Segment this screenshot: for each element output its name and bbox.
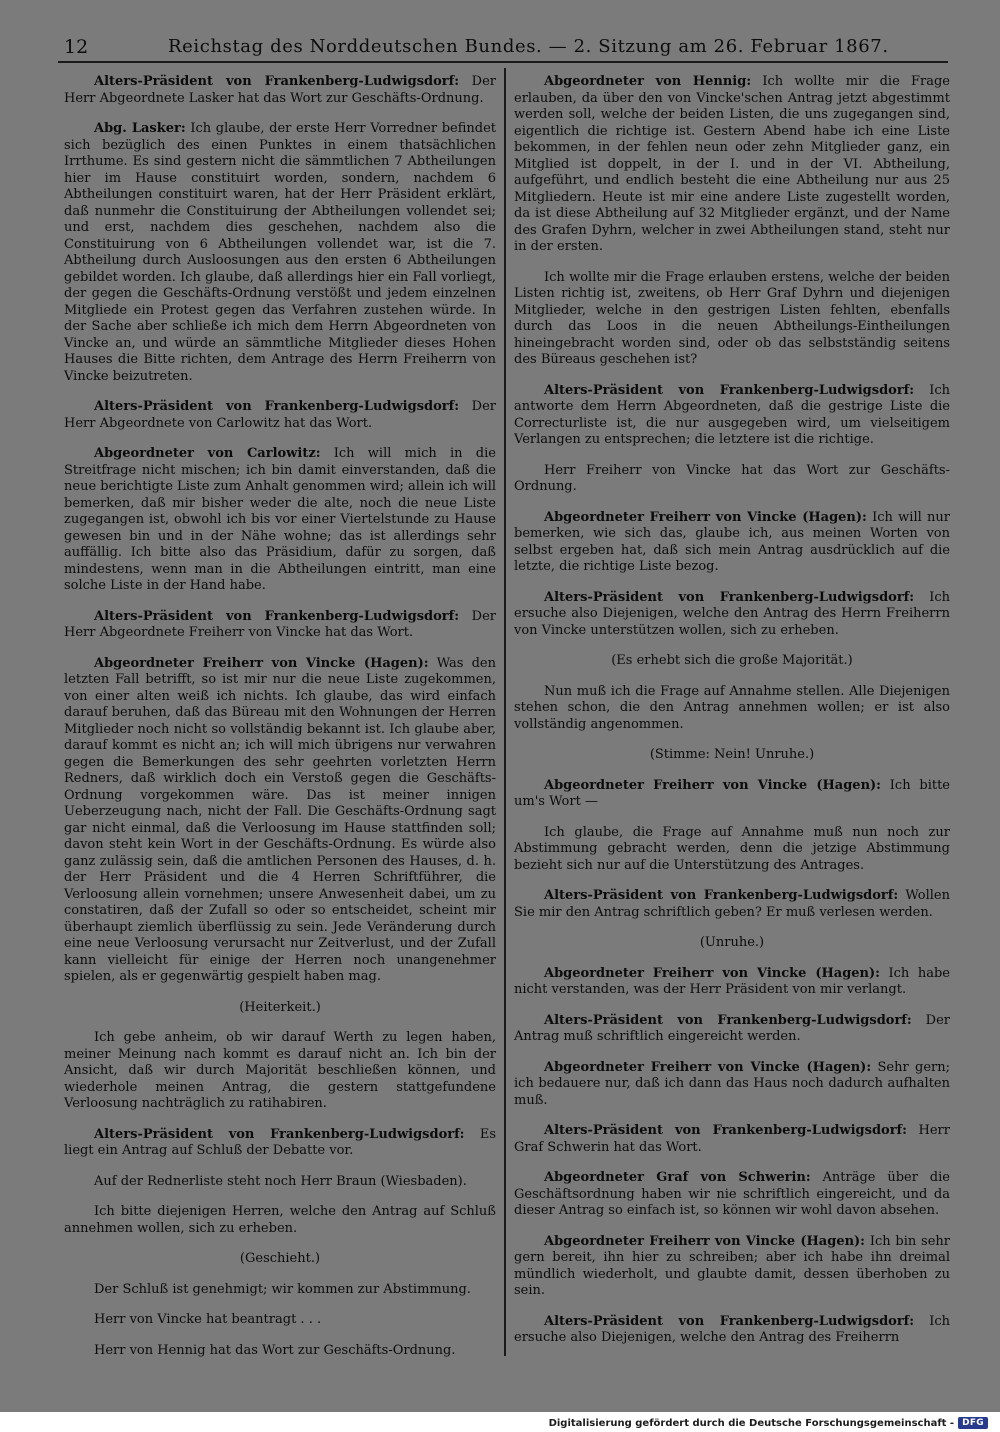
speech-text: Herr von Hennig hat das Wort zur Geschäfts-Ordnung. — [94, 1342, 456, 1358]
running-head: Reichstag des Norddeutschen Bundes. — 2. Sitzung am 26. Februar 1867. — [168, 36, 889, 57]
speaker-name: Alters-Präsident von Frankenberg-Ludwigsdorf: — [94, 74, 460, 89]
speech-paragraph — [64, 399, 496, 432]
speech-text: Ich antworte dem Herrn Abgeordneten, daß die gestrige Liste die Correcturliste ist, die nur ausgegeben wird, um vielseitigem Verlangen zu entsprechen; die letztere ist die richtige. — [514, 382, 950, 447]
speech-text: Ich wollte mir die Frage erlauben, da über den von Vincke'schen Antrag jetzt abgestimmt werden soll, welche der beiden Listen, die uns zugegangen sind, eigentlich die richtige ist. Gestern Abend habe ich eine Liste bekommen, in der fehlen neun oder zehn Mitglieder ganz, ein Mitglied ist doppelt, in der I. und in der VI. Abtheilung, aufgeführt, und endlich besteht die eine Abtheilung nur aus 25 Mitgliedern. Heute ist mir eine andere Liste zugestellt worden, da ist diese Abtheilung auf 32 Mitglieder ergänzt, und der Name des Grafen Dyhrn, welcher in zwei Abtheilungen stand, steht nur in der ersten. — [514, 74, 950, 254]
speech-text: Ich wollte mir die Frage erlauben erstens, welche der beiden Listen richtig ist, zweitens, ob Herr Graf Dyhrn und diejenigen Mitglieder, welche in den gestrigen Listen fehlten, ebenfalls durch das Loos in die neuen Abtheilungs-Eintheilungen hineingebracht worden sind, oder ob das selbstständig seitens des Büreaus geschehen ist? — [514, 269, 950, 367]
speech-paragraph — [64, 656, 496, 986]
stage-direction: (Stimme: Nein! Unruhe.) — [649, 747, 815, 762]
speaker-name: Abgeordneter Freiherr von Vincke (Hagen): — [544, 777, 881, 793]
speaker-name: Alters-Präsident von Frankenberg-Ludwigsdorf: — [94, 399, 460, 414]
speech-paragraph — [514, 463, 950, 496]
speech-text: Ich will nur bemerken, wie sich das, glaube ich, aus meinen Worten von selbst ergeben hat, daß sich mein Antrag ausdrücklich auf die letzte, die richtige Liste bezog. — [514, 509, 950, 574]
speech-text: Was den letzten Fall betrifft, so ist mir nur die neue Liste zugekommen, von einer alten weiß ich nichts. Ich glaube, das wird einfach darauf beruhen, daß das Büreau mit den Wohnungen der Herren Mitglieder noch nicht so vollständig bekannt ist. Ich glaube aber, darauf kommt es nicht an; ich will mich übrigens nur verwahren gegen die Bemerkungen des sehr geehrten vorletzten Herrn Redners, daß wirklich doch ein Verstoß gegen die Geschäfts-Ordnung vorgekommen wäre. Das ist meiner innigen Ueberzeugung nach, nicht der Fall. Die Geschäfts-Ordnung sagt gar nicht einmal, daß die Verloosung im Hause stattfinden soll; davon steht kein Wort in der Geschäfts-Ordnung. Es würde also ganz zulässig sein, daß die amtlichen Personen des Hauses, d. h. der Herr Präsident und die 4 Herren Schriftführer, die Verloosung allein vornehmen; unsere Anwesenheit dabei, um zu constatiren, daß der Zufall so oder so entscheidet, scheint mir überhaupt ziemlich überflüssig zu sein. Jede Veränderung durch eine neue Verloosung verursacht nur Zeitverlust, und der Zufall kann vielleicht für einige der Herren noch unangenehmer spielen, als er gegenwärtig gespielt haben mag. — [64, 655, 496, 984]
speech-paragraph — [64, 121, 496, 385]
speech-text: Wollen Sie mir den Antrag schriftlich geben? Er muß verlesen werden. — [514, 888, 950, 920]
speaker-name: Alters-Präsident von Frankenberg-Ludwigsdorf: — [544, 1012, 912, 1028]
speech-paragraph — [514, 74, 950, 256]
speech-text: Ich glaube, der erste Herr Vorredner befindet sich bezüglich des einen Punktes in einem thatsächlichen Irrthume. Es sind gestern nicht die sämmtlichen 7 Abtheilungen hier im Hause constituirt worden, sondern, nachdem 6 Abtheilungen constituirt waren, hat der Herr Präsident erklärt, daß nunmehr die Constituirung der Abtheilungen vollendet sei; und erst, nachdem dies geschehen, nachdem also die Constituirung von 6 Abtheilungen vollendet war, ist die 7. Abtheilung durch Ausloosungen aus den ersten 6 Abtheilungen gebildet worden. Ich glaube, daß allerdings hier ein Fall vorliegt, der gegen die Geschäfts-Ordnung verstößt und jedem einzelnen Mitgliede ein Protest gegen das Verfahren zustehen würde. In der Sache aber schließe ich mich dem Herrn Abgeordneten von Vincke an, und würde an sämmtliche Mitglieder dieses Hohen Hauses die Bitte richten, dem Antrage des Herrn Freiherrn von Vincke beizutreten. — [64, 121, 496, 384]
speech-paragraph — [64, 1312, 496, 1329]
speaker-name: Alters-Präsident von Frankenberg-Ludwigsdorf: — [544, 589, 915, 605]
speech-text: Ich bitte um's Wort — — [514, 777, 950, 809]
speech-paragraph — [514, 510, 950, 576]
speech-text: Ich gebe anheim, ob wir darauf Werth zu legen haben, meiner Meinung nach kommt es darauf nicht an. Ich bin der Ansicht, daß wir durch Majorität beschließen können, und wiederhole meinen Antrag, die gestern stattgefundene Verloosung nachträglich zu ratihabiren. — [64, 1030, 496, 1111]
speech-paragraph — [514, 270, 950, 369]
speech-text: Herr Freiherr von Vincke hat das Wort zur Geschäfts-Ordnung. — [514, 462, 950, 494]
speaker-name: Alters-Präsident von Frankenberg-Ludwigsdorf: — [94, 608, 460, 624]
left-column — [64, 74, 496, 1373]
right-column — [514, 74, 950, 1361]
speaker-name: Alters-Präsident von Frankenberg-Ludwigsdorf: — [94, 1126, 465, 1142]
speech-paragraph — [64, 1030, 496, 1113]
speaker-name: Abg. Lasker: — [94, 121, 186, 136]
speech-paragraph — [514, 684, 950, 734]
speech-paragraph — [514, 590, 950, 640]
speech-paragraph — [64, 74, 496, 107]
stage-direction: (Es erhebt sich die große Majorität.) — [611, 653, 853, 668]
column-divider — [504, 68, 506, 1356]
dfg-logo: DFG — [958, 1417, 988, 1429]
page-number: 12 — [64, 36, 89, 58]
stage-direction: (Unruhe.) — [699, 935, 765, 950]
page-header — [58, 30, 948, 60]
speech-text: Herr von Vincke hat beantragt . . . — [94, 1312, 322, 1327]
speech-text: Ich glaube, die Frage auf Annahme muß nun noch zur Abstimmung gebracht werden, denn die jetzige Abstimmung bezieht sich nur auf die Unterstützung des Antrages. — [514, 824, 950, 873]
stage-direction: (Geschieht.) — [239, 1251, 321, 1266]
speech-text: Der Antrag muß schriftlich eingereicht werden. — [514, 1012, 950, 1044]
speaker-name: Abgeordneter Graf von Schwerin: — [544, 1170, 811, 1185]
speech-text: Der Herr Abgeordnete Freiherr von Vincke hat das Wort. — [64, 608, 496, 640]
speech-text: Sehr gern; ich bedauere nur, daß ich dann das Haus noch dadurch aufhalten muß. — [514, 1059, 950, 1108]
speaker-name: Alters-Präsident von Frankenberg-Ludwigsdorf: — [544, 1313, 915, 1329]
speech-paragraph — [514, 1013, 950, 1046]
speech-paragraph — [64, 1282, 496, 1299]
speech-paragraph — [514, 1123, 950, 1156]
speech-paragraph — [514, 1234, 950, 1300]
speech-text: Anträge über die Geschäftsordnung haben wir nie schriftlich eingereicht, und da dieser Antrag so einfach ist, so können wir wohl davon absehen. — [514, 1170, 950, 1218]
speech-text: Der Herr Abgeordnete Lasker hat das Wort zur Geschäfts-Ordnung. — [64, 74, 496, 106]
speech-paragraph — [514, 888, 950, 921]
speech-paragraph — [514, 966, 950, 999]
stage-direction: (Heiterkeit.) — [239, 999, 321, 1015]
speech-paragraph — [64, 1174, 496, 1191]
footer-credit: Digitalisierung gefördert durch die Deutsche Forschungsgemeinschaft - — [548, 1417, 955, 1429]
speaker-name: Alters-Präsident von Frankenberg-Ludwigsdorf: — [544, 382, 915, 398]
speaker-name: Abgeordneter Freiherr von Vincke (Hagen): — [544, 965, 880, 981]
speech-paragraph — [514, 383, 950, 449]
speaker-name: Alters-Präsident von Frankenberg-Ludwigsdorf: — [544, 888, 899, 903]
speech-text: Der Schluß ist genehmigt; wir kommen zur Abstimmung. — [94, 1281, 471, 1297]
speech-text: Auf der Rednerliste steht noch Herr Braun (Wiesbaden). — [94, 1173, 467, 1189]
speaker-name: Abgeordneter Freiherr von Vincke (Hagen): — [544, 1059, 872, 1075]
speech-text: Ich will mich in die Streitfrage nicht mischen; ich bin damit einverstanden, daß die neue berichtigte Liste zum Anhalt genommen wird; allein ich will bemerken, daß mir bisher weder die alte, noch die neue Liste zugegangen ist, obwohl ich bis vor einer Viertelstunde zu Hause gewesen bin und in der Nähe wohne; das ist allerdings sehr auffällig. Ich bitte also das Präsidium, dafür zu sorgen, daß mindestens, wenn man in die Abtheilungen eintritt, man eine solche Liste in der Hand habe. — [64, 446, 497, 593]
speech-text: Ich bitte diejenigen Herren, welche den Antrag auf Schluß annehmen wollen, sich zu erheben. — [64, 1204, 496, 1236]
speaker-name: Alters-Präsident von Frankenberg-Ludwigsdorf: — [544, 1123, 907, 1138]
speech-text: Ich ersuche also Diejenigen, welche den Antrag des Freiherrn — [514, 1313, 950, 1345]
speech-paragraph — [64, 1127, 496, 1160]
speech-text: Ich ersuche also Diejenigen, welche den Antrag des Herrn Freiherrn von Vincke unterstützen wollen, sich zu erheben. — [514, 589, 950, 638]
speaker-name: Abgeordneter Freiherr von Vincke (Hagen): — [544, 1233, 865, 1249]
speech-paragraph — [64, 1204, 496, 1237]
speech-text: Der Herr Abgeordnete von Carlowitz hat das Wort. — [64, 399, 496, 431]
speech-text: Es liegt ein Antrag auf Schluß der Debatte vor. — [64, 1126, 496, 1158]
speaker-name: Abgeordneter Freiherr von Vincke (Hagen): — [94, 655, 429, 671]
speech-text: Nun muß ich die Frage auf Annahme stellen. Alle Diejenigen stehen schon, die den Antrag annehmen wollen; er ist also vollständig angenommen. — [514, 683, 950, 732]
speech-paragraph — [514, 1170, 950, 1220]
speech-text: Ich bin sehr gern bereit, ihn hier zu schreiben; aber ich habe ihn dreimal mündlich wiederholt, und glaubte damit, dessen überhoben zu sein. — [514, 1233, 951, 1298]
footer — [549, 1414, 988, 1432]
speech-paragraph — [514, 778, 950, 811]
header-rule — [58, 61, 948, 63]
speech-text: Herr Graf Schwerin hat das Wort. — [514, 1123, 950, 1155]
speaker-name: Abgeordneter von Hennig: — [544, 74, 752, 89]
speech-paragraph — [64, 446, 496, 595]
speech-paragraph — [514, 825, 950, 875]
speech-paragraph — [64, 1343, 496, 1360]
speech-text: Ich habe nicht verstanden, was der Herr Präsident von mir verlangt. — [514, 965, 950, 997]
speech-paragraph — [64, 609, 496, 642]
speaker-name: Abgeordneter von Carlowitz: — [94, 446, 321, 461]
speaker-name: Abgeordneter Freiherr von Vincke (Hagen): — [544, 509, 867, 525]
speech-paragraph — [514, 1314, 950, 1347]
speech-paragraph — [514, 1060, 950, 1110]
